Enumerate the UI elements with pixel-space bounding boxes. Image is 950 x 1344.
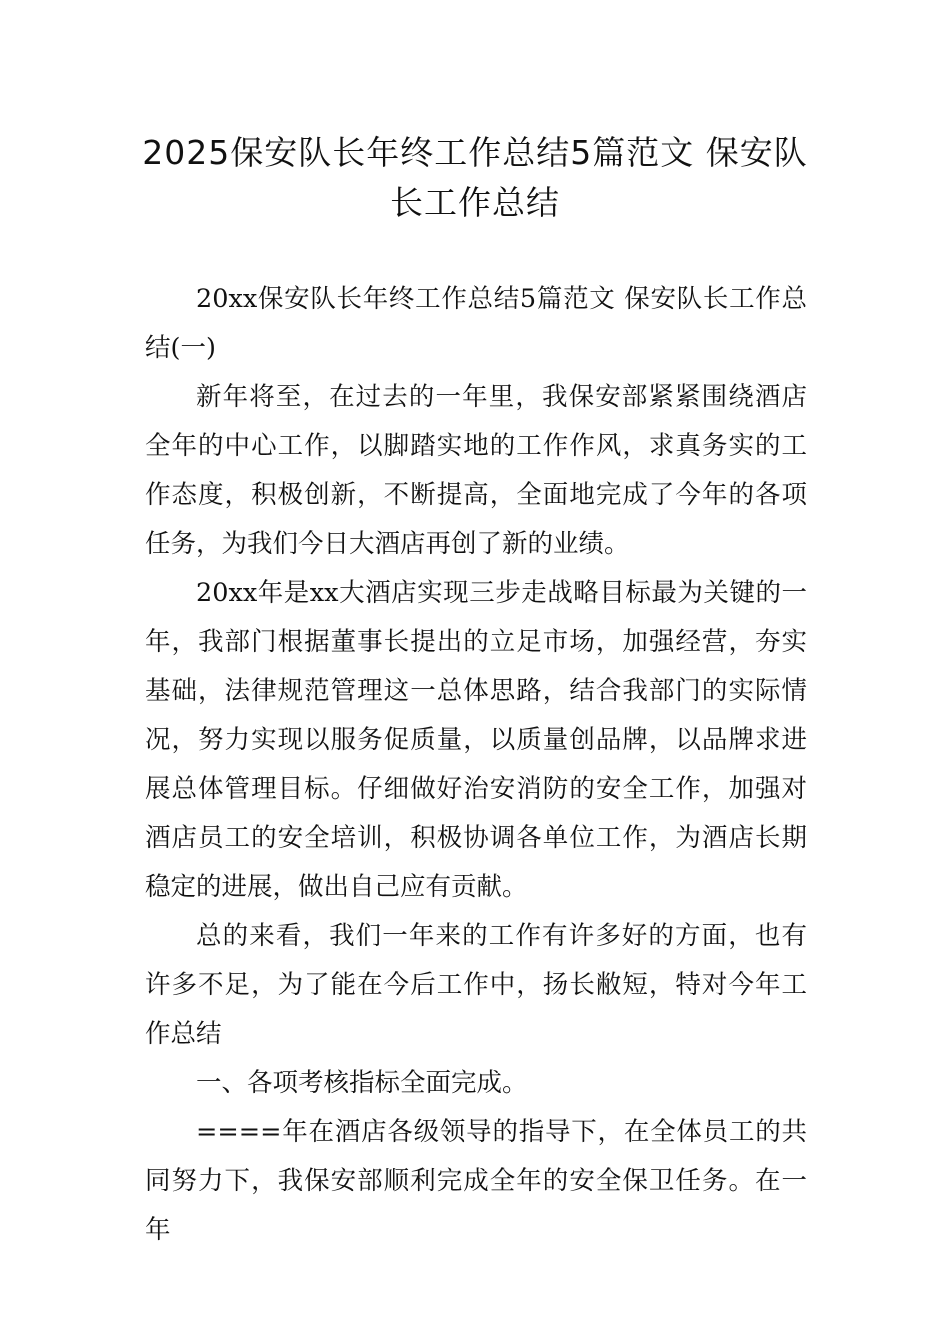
document-body: [145, 275, 807, 1255]
paragraph-intro: 新年将至，在过去的一年里，我保安部紧紧围绕酒店全年的中心工作，以脚踏实地的工作作风，求真务实的工作态度，积极创新，不断提高，全面地完成了今年的各项任务，为我们今日大酒店再创了新的业绩。: [145, 382, 807, 559]
section-heading-1: 一、各项考核指标全面完成。: [196, 1068, 528, 1098]
document-title: 2025保安队长年终工作总结5篇范文 保安队长工作总结: [142, 133, 808, 222]
paragraph-summary-note: 总的来看，我们一年来的工作有许多好的方面，也有许多不足，为了能在今后工作中，扬长敝短，特对今年工作总结: [145, 921, 807, 1049]
paragraph-section-1: ====年在酒店各级领导的指导下，在全体员工的共同努力下，我保安部顺利完成全年的安全保卫任务。在一年: [145, 1117, 807, 1245]
paragraph-heading-line: 20xx保安队长年终工作总结5篇范文 保安队长工作总结(一): [145, 284, 807, 363]
paragraph-strategy: 20xx年是xx大酒店实现三步走战略目标最为关键的一年，我部门根据董事长提出的立足市场，加强经营，夯实基础，法律规范管理这一总体思路，结合我部门的实际情况，努力实现以服务促质量，以质量创品牌，以品牌求进展总体管理目标。仔细做好治安消防的安全工作，加强对酒店员工的安全培训，积极协调各单位工作，为酒店长期稳定的进展，做出自己应有贡献。: [145, 578, 807, 902]
